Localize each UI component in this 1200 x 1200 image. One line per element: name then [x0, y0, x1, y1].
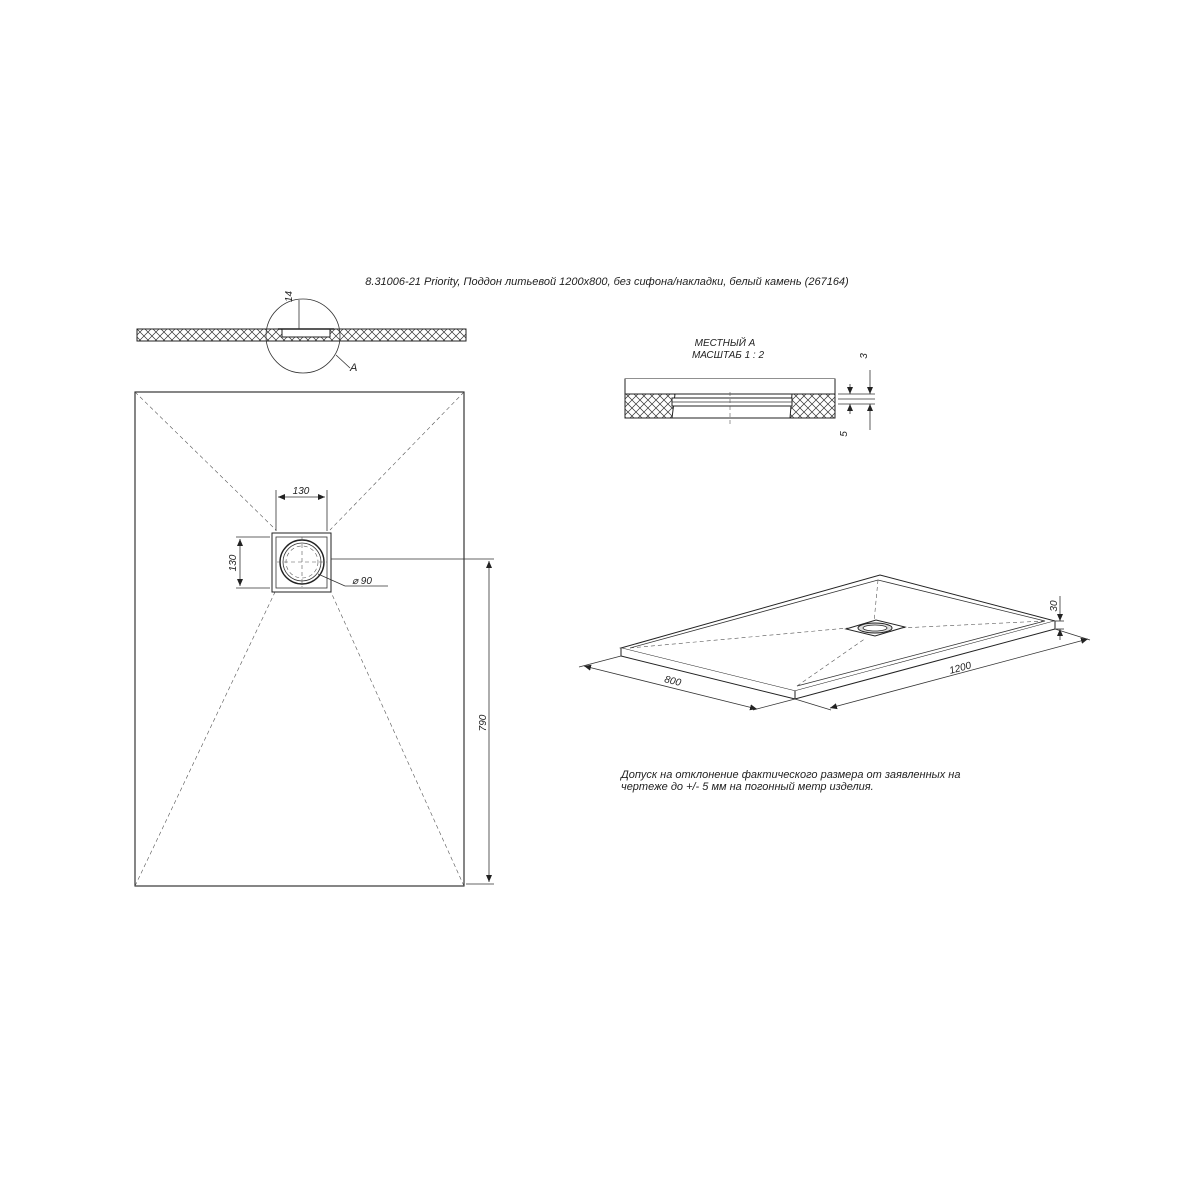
detail-dimension-top: 3 [859, 353, 870, 359]
iso-length-dimension: 1200 [948, 660, 973, 677]
isometric-view [579, 575, 1090, 710]
iso-width-dimension: 800 [663, 674, 683, 689]
detail-scale: МАСШТАБ 1 : 2 [691, 350, 765, 361]
detail-a-view [625, 336, 875, 437]
detail-dimension-bottom: 5 [839, 431, 850, 437]
side-section-view [137, 290, 466, 374]
iso-height-dimension: 30 [1049, 600, 1060, 612]
plan-view [135, 392, 494, 886]
detail-title: МЕСТНЫЙ А [694, 338, 756, 349]
offset-dimension: 790 [478, 714, 489, 732]
callout-label: A [350, 362, 358, 374]
drain-height-dimension: 130 [228, 554, 239, 572]
tray-outline [135, 392, 464, 886]
drawing-title: 8.31006-21 Priority, Поддон литьевой 1200х800, без сифона/накладки, белый камень (267164) [365, 276, 849, 288]
drain-diameter-dimension: ⌀ 90 [352, 576, 372, 587]
drain-width-dimension: 130 [292, 486, 310, 497]
thickness-dimension: 14 [284, 290, 295, 302]
note-line-2: чертеже до +/- 5 мм на погонный метр изделия. [621, 781, 874, 793]
tolerance-note [619, 769, 960, 793]
note-line-1: Допуск на отклонение фактического размера от заявленных на [621, 769, 961, 781]
